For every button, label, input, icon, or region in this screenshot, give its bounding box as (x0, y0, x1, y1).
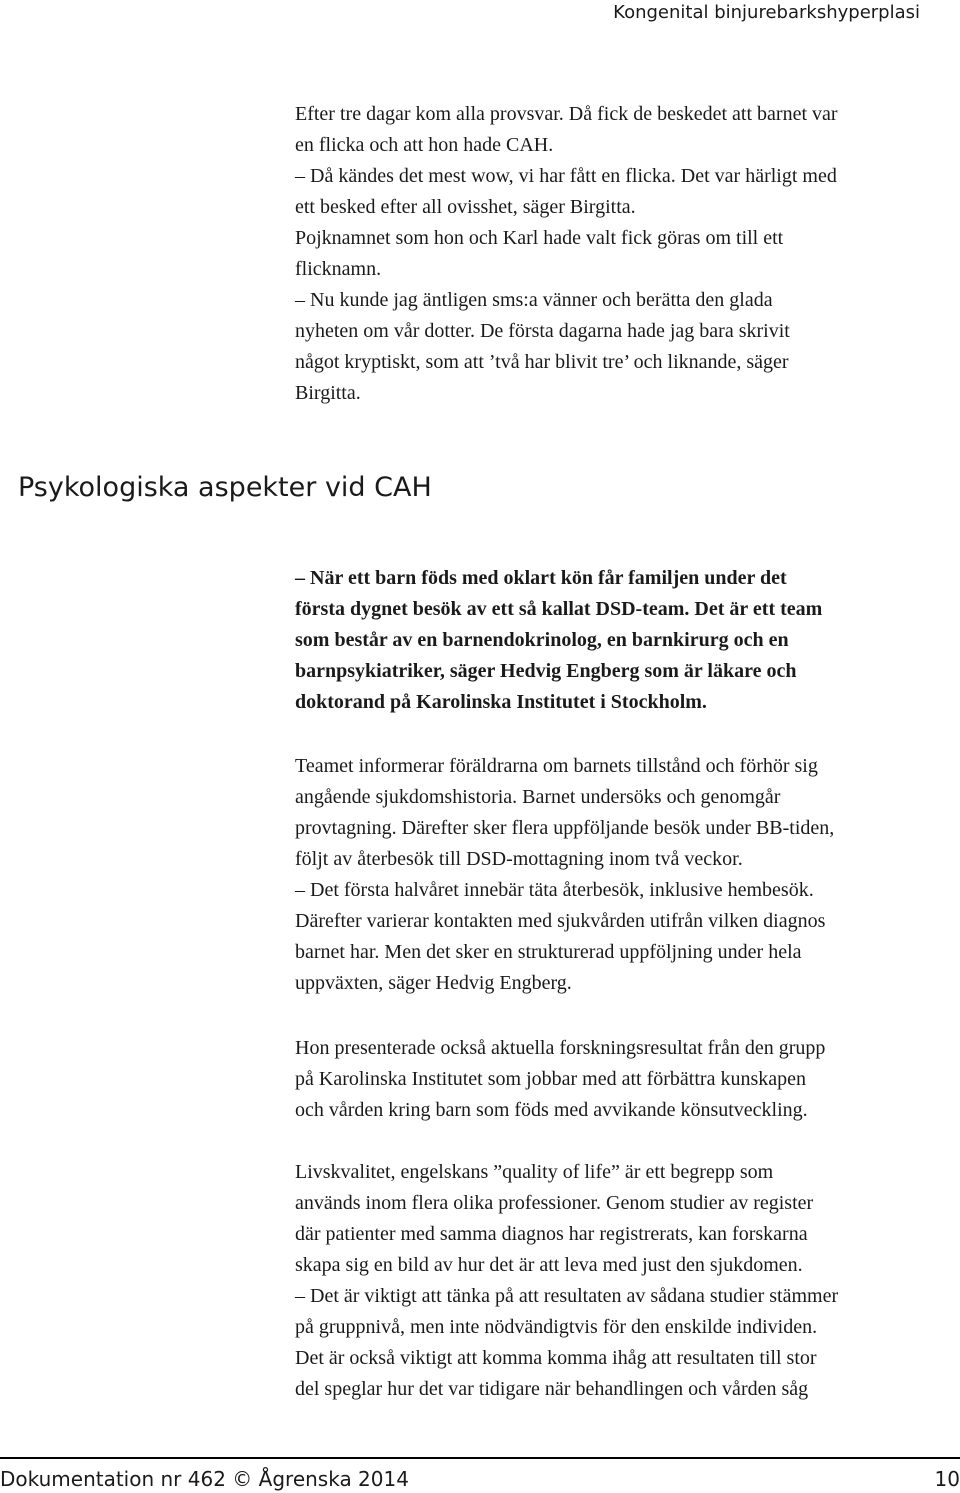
text-line: Birgitta. (295, 382, 361, 404)
intro-paragraph (295, 99, 935, 409)
section-heading: Psykologiska aspekter vid CAH (18, 472, 432, 503)
text-line: en flicka och att hon hade CAH. (295, 134, 554, 156)
text-line: på gruppnivå, men inte nödvändigtvis för den enskilde individen. (295, 1316, 818, 1338)
text-line: Det är också viktigt att komma komma ihåg att resultaten till stor (295, 1347, 817, 1369)
text-line: ett besked efter all ovisshet, säger Birgitta. (295, 196, 636, 218)
text-line: – Det första halvåret innebär täta återbesök, inklusive hembesök. (295, 879, 814, 901)
text-line: som består av en barnendokrinolog, en barnkirurg och en (295, 629, 789, 651)
text-line: doktorand på Karolinska Institutet i Stockholm. (295, 691, 707, 713)
text-line: – Nu kunde jag äntligen sms:a vänner och berätta den glada (295, 289, 773, 311)
running-header: Kongenital binjurebarkshyperplasi (613, 2, 920, 23)
page-number: 10 (934, 1467, 960, 1491)
text-line: barnet har. Men det sker en strukturerad uppföljning under hela (295, 941, 802, 963)
footer-publication: Dokumentation nr 462 © Ågrenska 2014 (0, 1467, 409, 1491)
text-line: flicknamn. (295, 258, 382, 280)
text-line: uppväxten, säger Hedvig Engberg. (295, 972, 572, 994)
text-line: – När ett barn föds med oklart kön får familjen under det (295, 567, 787, 589)
footer-divider (0, 1457, 960, 1459)
body-paragraph (295, 1033, 935, 1126)
text-line: följt av återbesök till DSD-mottagning inom två veckor. (295, 848, 743, 870)
text-line: del speglar hur det var tidigare när behandlingen och vården såg (295, 1378, 809, 1400)
text-line: Därefter varierar kontakten med sjukvården utifrån vilken diagnos (295, 910, 826, 932)
text-line: och vården kring barn som föds med avvikande könsutveckling. (295, 1099, 808, 1121)
text-line: angående sjukdomshistoria. Barnet undersöks och genomgår (295, 786, 781, 808)
text-line: används inom flera olika professioner. Genom studier av register (295, 1192, 814, 1214)
text-line: något kryptiskt, som att ’två har blivit tre’ och liknande, säger (295, 351, 789, 373)
text-line: Efter tre dagar kom alla provsvar. Då fick de beskedet att barnet var (295, 103, 838, 125)
body-paragraph (295, 751, 935, 999)
text-line: skapa sig en bild av hur det är att leva med just den sjukdomen. (295, 1254, 803, 1276)
text-line: Pojknamnet som hon och Karl hade valt fick göras om till ett (295, 227, 784, 249)
text-line: barnpsykiatriker, säger Hedvig Engberg som är läkare och (295, 660, 797, 682)
text-line: Hon presenterade också aktuella forskningsresultat från den grupp (295, 1037, 826, 1059)
text-line: första dygnet besök av ett så kallat DSD-team. Det är ett team (295, 598, 823, 620)
body-paragraph (295, 1157, 935, 1405)
text-line: Livskvalitet, engelskans ”quality of life” är ett begrepp som (295, 1161, 774, 1183)
lead-paragraph (295, 563, 935, 718)
text-line: på Karolinska Institutet som jobbar med att förbättra kunskapen (295, 1068, 806, 1090)
text-line: provtagning. Därefter sker flera uppföljande besök under BB-tiden, (295, 817, 835, 839)
text-line: där patienter med samma diagnos har registrerats, kan forskarna (295, 1223, 808, 1245)
text-line: Teamet informerar föräldrarna om barnets tillstånd och förhör sig (295, 755, 818, 777)
text-line: – Då kändes det mest wow, vi har fått en flicka. Det var härligt med (295, 165, 837, 187)
text-line: – Det är viktigt att tänka på att resultaten av sådana studier stämmer (295, 1285, 839, 1307)
text-line: nyheten om vår dotter. De första dagarna hade jag bara skrivit (295, 320, 790, 342)
